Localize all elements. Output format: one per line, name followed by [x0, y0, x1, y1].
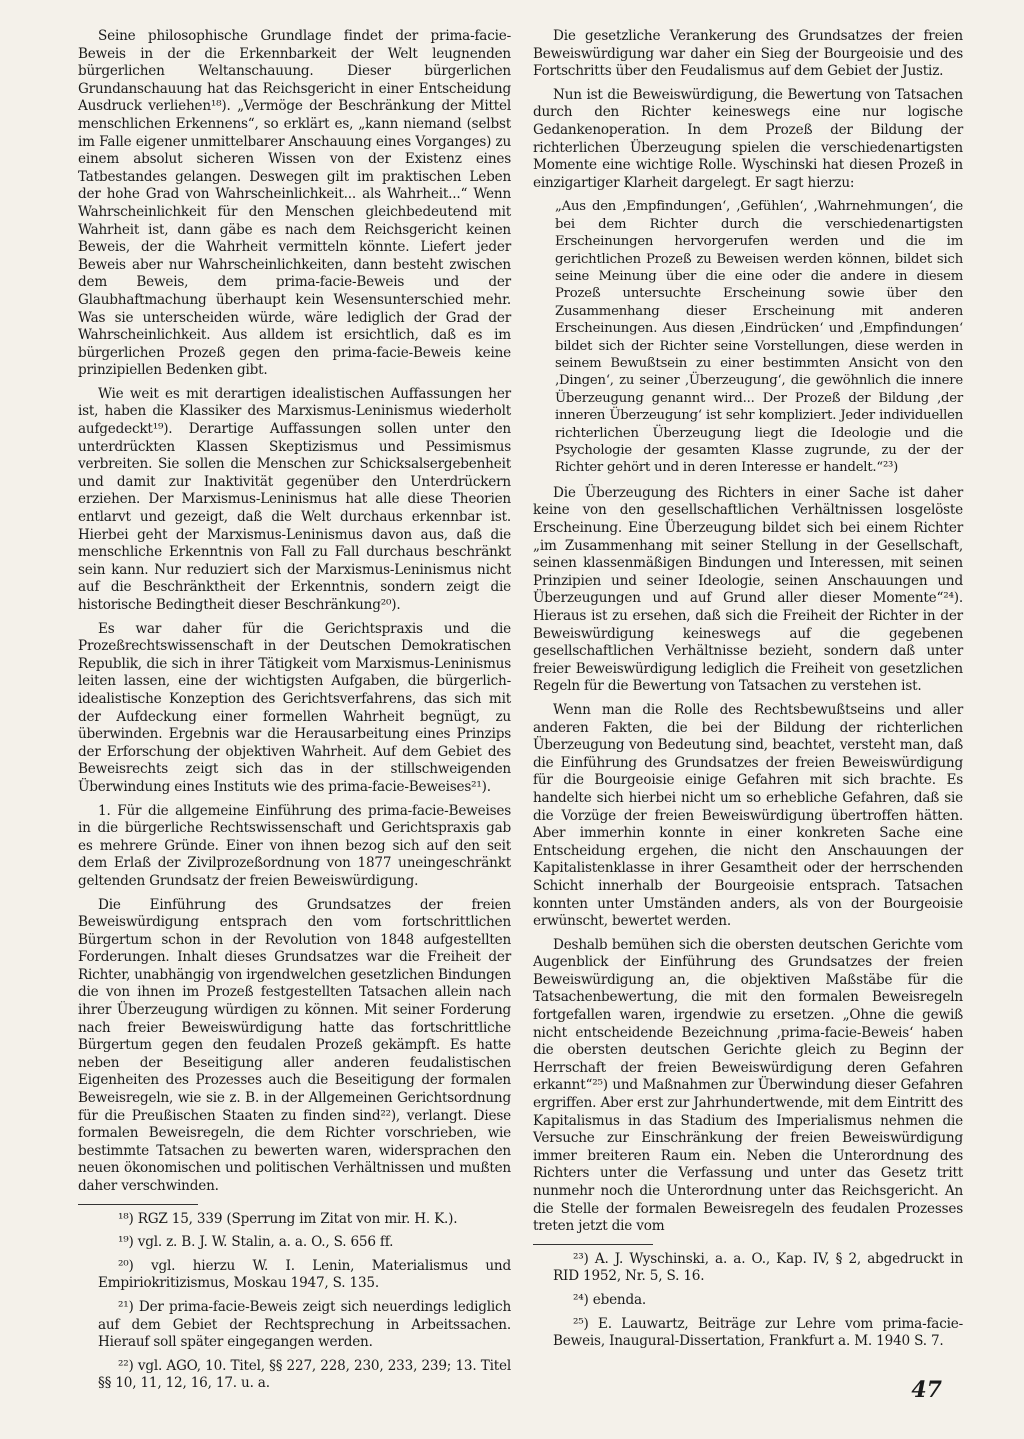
footnote-divider: [78, 1204, 198, 1205]
paragraph: Deshalb bemühen sich die obersten deutschen Gerichte vom Augenblick der Einführung des Grundsatzes der freien Beweiswürdigung an, die objektiven Maßstäbe für die Tatsachenbewertung, die mit den formalen Beweisregeln fortgefallen waren, irgendwie zu ersetzen. „Ohne die gewiß nicht entscheidende Bezeichnung ‚prima-facie-Beweis‘ haben die obersten deutschen Gerichte gleich zu Beginn der Herrschaft der freien Beweiswürdigung deren Gefahren erkannt“²⁵) und Maßnahmen zur Überwindung dieser Gefahren ergriffen. Aber erst zur Jahrhundertwende, mit dem Eintritt des Kapitalismus in das Stadium des Imperialismus nehmen die Versuche zur Einschränkung der freien Beweiswürdigung immer breiteren Raum ein. Neben die Unterordnung des Richters unter die Verfassung und unter das Gesetz tritt nunmehr noch die Unterordnung unter das Reichsgericht. An die Stelle der formalen Beweisregeln des feudalen Prozesses treten jetzt die vom: [533, 936, 963, 1235]
paragraph: Die Einführung des Grundsatzes der freien Beweiswürdigung entsprach den vom fortschrittlichen Bürgertum schon in der Revolution von 1848 aufgestellten Forderungen. Inhalt dieses Grundsatzes war die Freiheit der Richter, unabhängig von irgendwelchen gesetzlichen Bindungen die von ihnen im Prozeß festgestellten Tatsachen allein nach ihrer Überzeugung würdigen zu können. Mit seiner Forderung nach freier Beweiswürdigung hatte das fortschrittliche Bürgertum gegen den feudalen Prozeß gekämpft. Es hatte neben der Beseitigung aller anderen feudalistischen Eigenheiten des Prozesses auch die Beseitigung der formalen Beweisregeln, wie sie z. B. in der Allgemeinen Gerichtsordnung für die Preußischen Staaten zu finden sind²²), verlangt. Diese formalen Beweisregeln, die dem Richter vorschrieben, wie bestimmte Tatsachen zu bewerten waren, widersprachen den neuen ökonomischen und politischen Verhältnissen und mußten daher verschwinden.: [78, 896, 511, 1194]
block-quote: „Aus den ‚Empfindungen‘, ‚Gefühlen‘, ‚Wahrnehmungen‘, die bei dem Richter durch die verschiedenartigsten Erscheinungen hervorgerufen werden und die im gerichtlichen Prozeß zu Beweisen werden können, bildet sich seine Meinung über die eine oder die andere in diesem Prozeß untersuchte Erscheinung sowie über den Zusammenhang dieser Erscheinung mit anderen Erscheinungen. Aus diesen ‚Eindrücken‘ und ‚Empfindungen‘ bildet sich der Richter seine Vorstellungen, diese werden in seinem Bewußtsein zu einer bestimmten Ansicht von den ‚Dingen‘, zu seiner ‚Überzeugung‘, die gewöhnlich die innere Überzeugung genannt wird... Der Prozeß der Bildung ‚der inneren Überzeugung‘ ist sehr kompliziert. Jeder individuellen richterlichen Überzeugung liegt die Ideologie und die Psychologie der gesamten Klasse zugrunde, zu der der Richter gehört und in deren Interesse er handelt.“²³): [555, 199, 963, 476]
footnote: ²²) vgl. AGO, 10. Titel, §§ 227, 228, 230, 233, 239; 13. Titel §§ 10, 11, 12, 16, 17. u. a.: [98, 1357, 511, 1392]
paragraph: Seine philosophische Grundlage findet der prima-facie-Beweis in der die Erkennbarkeit der Welt leugnenden bürgerlichen Weltanschauung. Dieser bürgerlichen Grundanschauung hat das Reichsgericht in einer Entscheidung Ausdruck verliehen¹⁸). „Vermöge der Beschränkung der Mittel menschlichen Erkennens“, so erklärt es, „kann niemand (selbst im Falle eigener unmittelbarer Anschauung eines Vorganges) zu einem absolut sicheren Wissen von der Existenz eines Tatbestandes gelangen. Deswegen gilt im praktischen Leben der hohe Grad von Wahrscheinlichkeit... als Wahrheit...“ Wenn Wahrscheinlichkeit für den Menschen gleichbedeutend mit Wahrheit ist, dann gäbe es nach dem Reichsgericht keinen Beweis, der die Wahrheit vermitteln könnte. Liefert jeder Beweis aber nur Wahrscheinlichkeiten, dann besteht zwischen dem Beweis, dem prima-facie-Beweis und der Glaubhaftmachung überhaupt kein Wesensunterschied mehr. Was sie unterscheiden würde, wäre lediglich der Grad der Wahrscheinlichkeit. Aus alldem ist ersichtlich, daß es im bürgerlichen Prozeß gegen den prima-facie-Beweis keine prinzipiellen Bedenken gibt.: [78, 28, 511, 379]
paragraph: Wie weit es mit derartigen idealistischen Auffassungen her ist, haben die Klassiker des Marxismus-Leninismus wiederholt aufgedeckt¹⁹). Derartige Auffassungen sollen unter den unterdrückten Klassen Skeptizismus und Pessimismus verbreiten. Sie sollen die Menschen zur Schicksalsergebenheit und damit zur Inaktivität gegenüber den Unterdrückern erziehen. Der Marxismus-Leninismus hat alle diese Theorien entlarvt und gezeigt, daß die Welt durchaus erkennbar ist. Hierbei geht der Marxismus-Leninismus davon aus, daß die menschliche Erkenntnis von Fall zu Fall durchaus beschränkt sein kann. Nur reduziert sich der Marxismus-Leninismus nicht auf die Beschränktheit der Erkenntnis, sondern zeigt die historische Bedingtheit dieser Beschränkung²⁰).: [78, 385, 511, 613]
paragraph: Die Überzeugung des Richters in einer Sache ist daher keine von den gesellschaftlichen Verhältnissen losgelöste Erscheinung. Eine Überzeugung bildet sich bei einem Richter „im Zusammenhang mit seiner Stellung in der Gesellschaft, seinen klassenmäßigen Bindungen und Interessen, mit seinen Prinzipien und seiner Ideologie, seinen Anschauungen und Überzeugungen und auf Grund aller dieser Momente“²⁴). Hieraus ist zu ersehen, daß sich die Freiheit der Richter in der Beweiswürdigung keineswegs auf die gegebenen gesellschaftlichen Verhältnisse bezieht, sondern daß unter freier Beweiswürdigung lediglich die Freiheit von gesetzlichen Regeln für die Bewertung von Tatsachen zu verstehen ist.: [533, 484, 963, 695]
left-column: [78, 28, 511, 1399]
paragraph: 1. Für die allgemeine Einführung des prima-facie-Beweises in die bürgerliche Rechtswissenschaft und Gerichtspraxis gab es mehrere Gründe. Einer von ihnen bezog sich auf den seit dem Erlaß der Zivilprozeßordnung von 1877 uneingeschränkt geltenden Grundsatz der freien Beweiswürdigung.: [78, 802, 511, 889]
right-column: [533, 28, 963, 1357]
paragraph: Nun ist die Beweiswürdigung, die Bewertung von Tatsachen durch den Richter keineswegs eine nur logische Gedankenoperation. In dem Prozeß der Bildung der richterlichen Überzeugung spielen die verschiedenartigsten Momente eine wichtige Rolle. Wyschinski hat diesen Prozeß in einzigartiger Klarheit dargelegt. Er sagt hierzu:: [533, 86, 963, 191]
paragraph: Die gesetzliche Verankerung des Grundsatzes der freien Beweiswürdigung war daher ein Sieg der Bourgeoisie und des Fortschritts über den Feudalismus auf dem Gebiet der Justiz.: [533, 28, 963, 80]
paragraph: Es war daher für die Gerichtspraxis und die Prozeßrechtswissenschaft in der Deutschen Demokratischen Republik, die sich in ihrer Tätigkeit vom Marxismus-Leninismus leiten lassen, eine der wichtigsten Aufgaben, die bürgerlich-idealistische Konzeption des Gerichtsverfahrens, das sich mit der Aufdeckung einer formellen Wahrheit begnügt, zu überwinden. Ergebnis war die Herausarbeitung eines Prinzips der Erforschung der objektiven Wahrheit. Auf dem Gebiet des Beweisrechts zeigt sich das in der stillschweigenden Überwindung eines Instituts wie des prima-facie-Beweises²¹).: [78, 620, 511, 795]
footnotes: [533, 1251, 963, 1351]
footnote: ²⁴) ebenda.: [573, 1291, 646, 1308]
footnote: ¹⁹) vgl. z. B. J. W. Stalin, a. a. O., S. 656 ff.: [118, 1234, 394, 1251]
footnotes: [78, 1211, 511, 1393]
page-number: 47: [911, 1377, 942, 1403]
footnote-divider: [533, 1244, 653, 1245]
paragraph: Wenn man die Rolle des Rechtsbewußtseins und aller anderen Fakten, die bei der Bildung der richterlichen Überzeugung von Bedeutung sind, beachtet, versteht man, daß die Einführung des Grundsatzes der freien Beweiswürdigung für die Bourgeoisie einige Gefahren mit sich brachte. Es handelte sich hierbei nicht um so erhebliche Gefahren, daß sie die Vorzüge der freien Beweiswürdigung übertroffen hätten. Aber immerhin konnte in einer konkreten Sache eine Entscheidung ergehen, die nicht den Anschauungen der Kapitalistenklasse in ihrer Gesamtheit oder der herrschenden Schicht innerhalb der Bourgeoisie entsprach. Tatsachen konnten unter Umständen anders, als von der Bourgeoisie erwünscht, bewertet werden.: [533, 701, 963, 930]
footnote: ²⁰) vgl. hierzu W. I. Lenin, Materialismus und Empiriokritizismus, Moskau 1947, S. 135.: [98, 1257, 511, 1292]
footnote: ¹⁸) RGZ 15, 339 (Sperrung im Zitat von mir. H. K.).: [118, 1210, 458, 1227]
footnote: ²⁵) E. Lauwartz, Beiträge zur Lehre vom prima-facie-Beweis, Inaugural-Dissertation, Frankfurt a. M. 1940 S. 7.: [553, 1315, 963, 1350]
footnote: ²³) A. J. Wyschinski, a. a. O., Kap. IV, § 2, abgedruckt in RID 1952, Nr. 5, S. 16.: [553, 1250, 963, 1285]
footnote: ²¹) Der prima-facie-Beweis zeigt sich neuerdings lediglich auf dem Gebiet der Rechtsprechung in Arbeitssachen. Hierauf soll später eingegangen werden.: [98, 1298, 511, 1351]
